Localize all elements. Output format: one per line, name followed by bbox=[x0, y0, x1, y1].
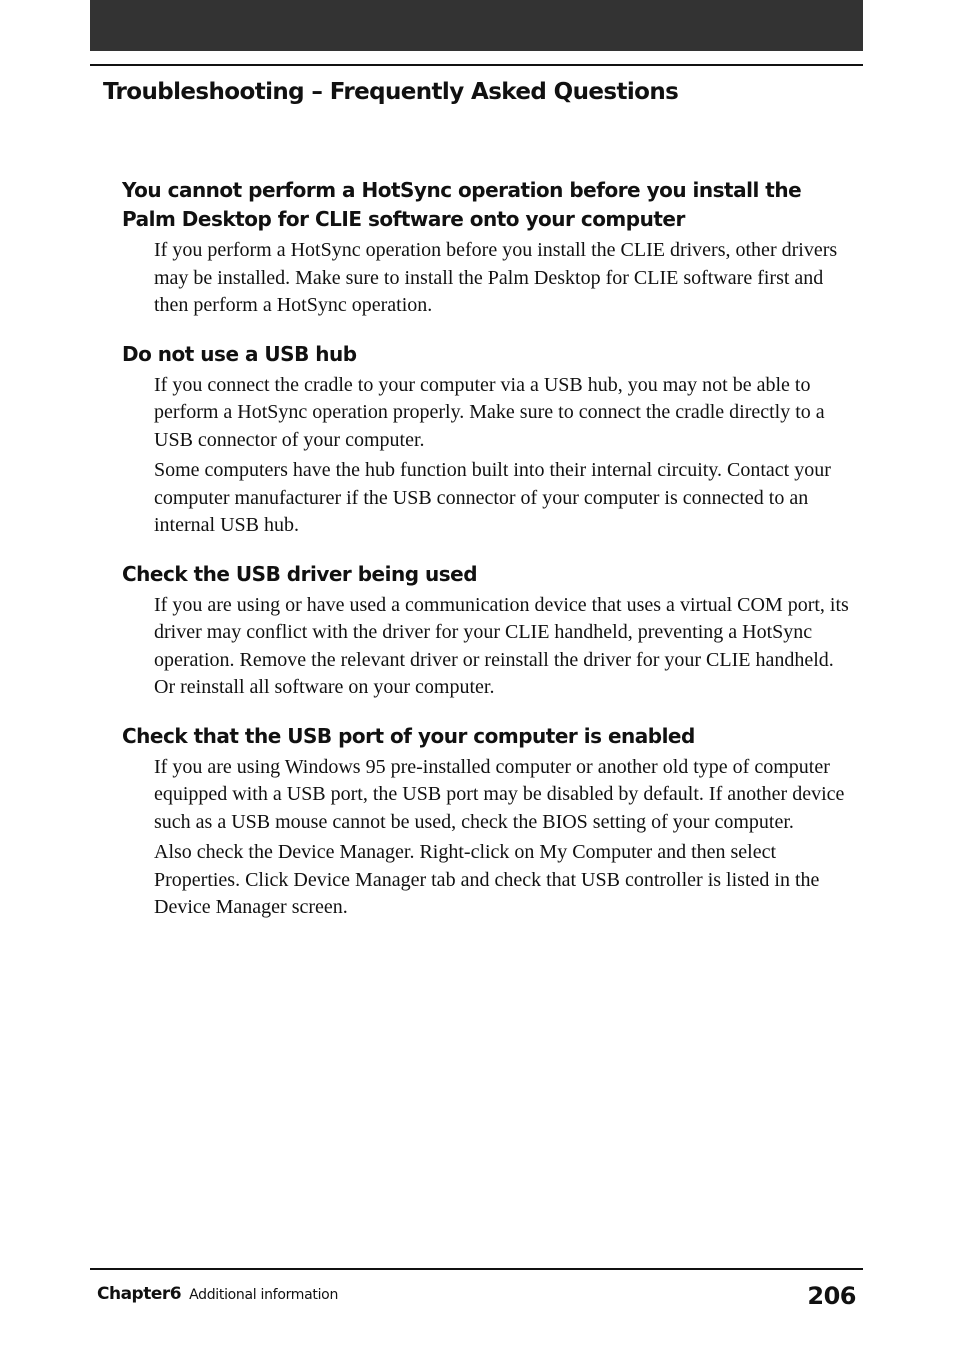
section-heading: Check that the USB port of your computer is enabled bbox=[122, 723, 695, 748]
chapter-title: Additional information bbox=[189, 1287, 339, 1303]
chapter-label: Chapter6 bbox=[97, 1284, 182, 1304]
section-paragraph: If you are using or have used a communication device that uses a virtual COM port, its driver may conflict with the driver for your CLIE handheld, preventing a HotSync operation. Remove the relevant driver or reinstall the driver for your CLIE handheld. Or reinstall all software on your computer. bbox=[154, 593, 849, 698]
section-paragraph: Also check the Device Manager. Right-click on My Computer and then select Properties. Click Device Manager tab and check that USB controller is listed in the Device Manager screen. bbox=[154, 841, 820, 918]
faq-section-hotsync-before-install bbox=[122, 176, 852, 320]
section-heading: Do not use a USB hub bbox=[122, 341, 357, 366]
page-number: 206 bbox=[807, 1282, 856, 1310]
section-heading: Check the USB driver being used bbox=[122, 561, 478, 586]
header-bar bbox=[90, 0, 863, 51]
section-paragraph: If you connect the cradle to your computer via a USB hub, you may not be able to perform a HotSync operation properly. Make sure to connect the cradle directly to a USB connector of your computer. bbox=[154, 373, 825, 451]
faq-section-usb-hub bbox=[122, 340, 852, 540]
footer-chapter bbox=[97, 1284, 338, 1304]
section-heading: You cannot perform a HotSync operation before you install the Palm Desktop for CLIE software onto your computer bbox=[122, 178, 802, 231]
header-divider bbox=[90, 64, 863, 66]
section-paragraph: If you are using Windows 95 pre-installed computer or another old type of computer equipped with a USB port, the USB port may be disabled by default. If another device such as a USB mouse cannot be used, check the BIOS setting of your computer. bbox=[154, 755, 845, 833]
section-paragraph: Some computers have the hub function built into their internal circuity. Contact your computer manufacturer if the USB connector of your computer is connected to an internal USB hub. bbox=[154, 459, 831, 536]
section-paragraph: If you perform a HotSync operation before you install the CLIE drivers, other drivers may be installed. Make sure to install the Palm Desktop for CLIE software first and then perform a HotSync operation. bbox=[154, 239, 838, 316]
main-content bbox=[122, 176, 852, 942]
page-title: Troubleshooting – Frequently Asked Questions bbox=[103, 79, 679, 105]
faq-section-usb-driver bbox=[122, 560, 852, 702]
faq-section-usb-port-enabled bbox=[122, 722, 852, 922]
footer-divider bbox=[90, 1268, 863, 1270]
